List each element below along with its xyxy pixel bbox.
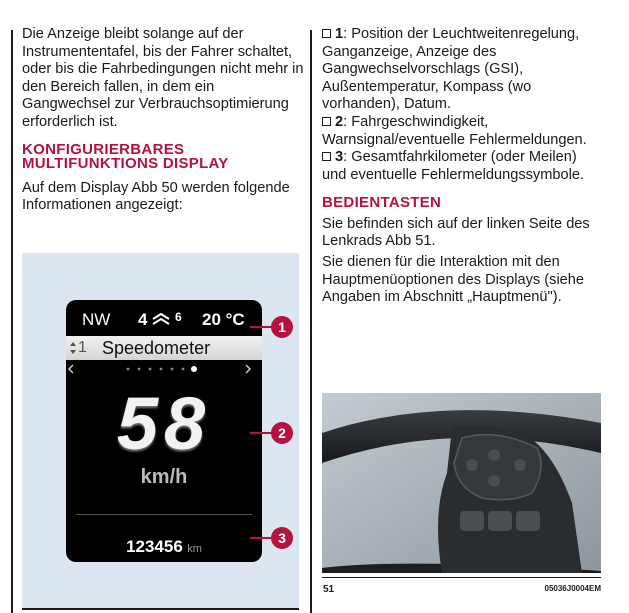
page-indicator [66, 362, 262, 376]
column-divider-rule [310, 30, 312, 613]
legend-number-1: 1 [335, 26, 344, 42]
page-dot [138, 368, 141, 371]
odometer-unit: km [187, 543, 202, 555]
legend-item-2 [322, 114, 604, 149]
checkbox-square-icon [322, 29, 331, 38]
left-arrow-icon [69, 365, 73, 373]
left-column [22, 26, 304, 215]
legend-item-3 [322, 149, 604, 184]
figure-51-bottom-rule [322, 577, 601, 578]
right-arrow-icon [246, 365, 250, 373]
legend-text-1: : Position der Leuchtweitenregelung, Ganganzeige, Anzeige des Gangwechselvorschlags (GSI), Außentemperatur, Kompass (wo vorhanden), Datum. [322, 26, 580, 113]
callout-leader-3 [250, 537, 272, 539]
legend-text-3: : Gesamtfahrkilometer (oder Meilen) und eventuelle Fehlermeldungssymbole. [322, 149, 585, 183]
menu-title: Speedometer [102, 338, 211, 358]
page-dot [149, 368, 152, 371]
menu-bar [66, 336, 262, 360]
section-heading-controls: BEDIENTASTEN [322, 194, 442, 212]
instrument-display [66, 300, 262, 562]
callout-2: 2 [271, 422, 293, 444]
up-down-arrows-icon [69, 341, 77, 355]
display-intro-paragraph: Auf dem Display Abb 50 werden folgende Informationen angezeigt: [22, 179, 290, 214]
intro-paragraph: Die Anzeige bleibt solange auf der Instrumententafel, bis der Fahrer schaltet, oder bis die Fahrbedingungen nicht mehr in den Bereich fallen, in dem ein Gangwechsel zur Verbrauchsoptimierung erforderlich ist. [22, 26, 304, 130]
display-separator [76, 514, 252, 515]
figure-50-bottom-rule [22, 608, 299, 610]
menu-index: 1 [78, 339, 87, 356]
figure-51-number: 51 [323, 584, 335, 595]
figure-51-code: 05036J0004EM [544, 584, 601, 593]
compass-heading: NW [82, 310, 111, 329]
odometer-value: 123456 [126, 537, 183, 556]
callout-1: 1 [271, 316, 293, 338]
speed-unit: km/h [140, 466, 188, 488]
speed-value: 58 [116, 382, 212, 465]
figure-51-photo [322, 393, 601, 573]
page-dot [182, 368, 185, 371]
controls-location-text: Sie befinden sich auf der linken Seite des Lenkrads Abb 51. [322, 215, 590, 250]
suggested-gear: 6 [174, 310, 182, 324]
current-gear: 4 [138, 310, 148, 329]
legend-item-1 [322, 26, 604, 114]
outside-temperature: 20 °C [202, 310, 245, 329]
checkbox-square-icon [322, 117, 331, 126]
legend-number-2: 2 [335, 113, 344, 130]
page-dot-active [191, 366, 197, 372]
legend-number-3: 3 [335, 149, 344, 166]
gear-indicator [138, 310, 182, 330]
steering-wheel-illustration [322, 393, 601, 573]
section-heading-display: KONFIGURIERBARES MULTIFUNKTIONS DISPLAY [22, 140, 229, 173]
page-dot [171, 368, 174, 371]
page-dot [127, 368, 130, 371]
odometer [66, 537, 262, 557]
checkbox-square-icon [322, 152, 331, 161]
controls-purpose-text: Sie dienen für die Interaktion mit den Hauptmenüoptionen des Displays (siehe Angaben im Abschnitt „Hauptmenü"). [322, 254, 585, 306]
callout-3: 3 [271, 527, 293, 549]
gear-shift-up-icon [152, 313, 170, 325]
page-dot [160, 368, 163, 371]
callout-leader-1 [250, 326, 272, 328]
right-column [322, 26, 604, 307]
display-top-bar [66, 308, 262, 332]
left-margin-rule [11, 30, 13, 613]
callout-leader-2 [250, 432, 272, 434]
legend-text-2: : Fahrgeschwindigkeit, Warnsignal/eventuelle Fehlermeldungen. [322, 113, 587, 148]
